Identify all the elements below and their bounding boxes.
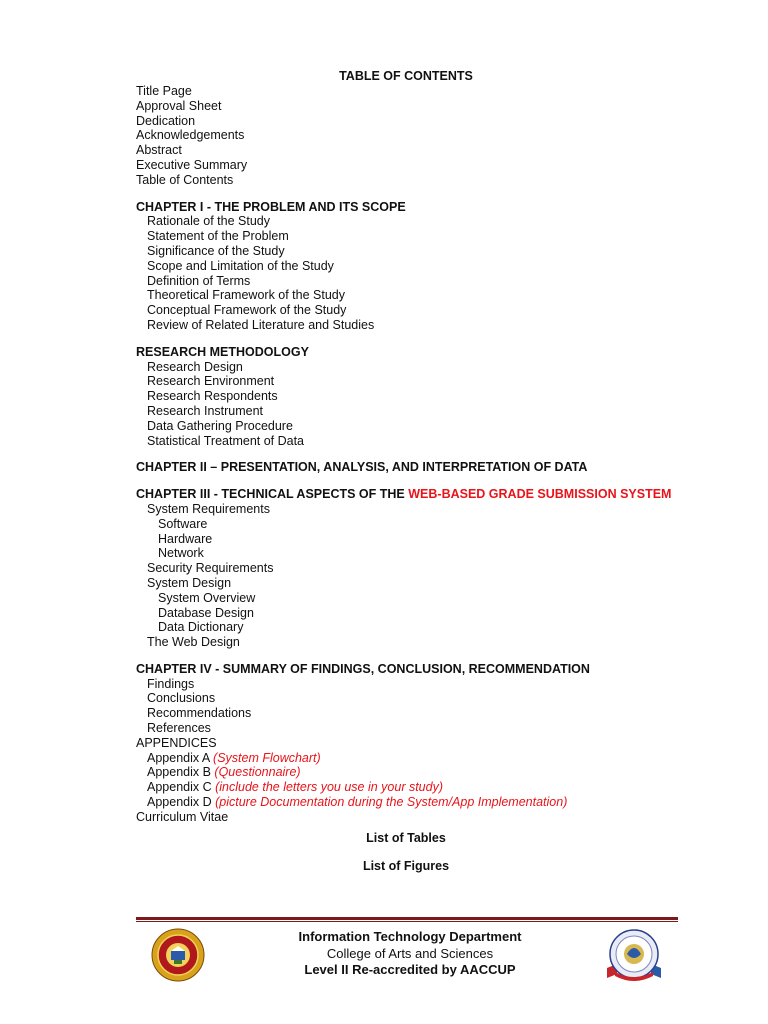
chapter4-item: Conclusions	[147, 691, 216, 706]
chapter1-item: Statement of the Problem	[147, 229, 289, 244]
footer	[0, 929, 768, 979]
appendices-heading: APPENDICES	[136, 735, 217, 750]
security-requirements-item: Security Requirements	[147, 561, 274, 576]
chapter1-item: Rationale of the Study	[147, 214, 270, 229]
toc-entry-abstract: Abstract	[136, 143, 182, 158]
methodology-item: Research Environment	[147, 374, 275, 389]
toc-entry-table-of-contents: Table of Contents	[136, 172, 234, 187]
curriculum-vitae-item: Curriculum Vitae	[136, 809, 229, 824]
methodology-item: Research Instrument	[147, 403, 264, 418]
appendix-item	[136, 751, 716, 766]
chapter1-item: Theoretical Framework of the Study	[147, 288, 345, 303]
appendix-item	[136, 780, 716, 795]
toc-body	[136, 84, 716, 825]
appendix-note: (picture Documentation during the System/App Implementation)	[215, 795, 568, 810]
chapter4-heading: CHAPTER IV - SUMMARY OF FINDINGS, CONCLUSION, RECOMMENDATION	[136, 661, 590, 676]
appendix-label: Appendix A	[147, 750, 214, 765]
data-dictionary-item: Data Dictionary	[158, 620, 244, 635]
chapter1-heading: CHAPTER I - THE PROBLEM AND ITS SCOPE	[136, 199, 406, 214]
chapter4-item: Findings	[147, 676, 195, 691]
appendix-note: (include the letters you use in your study)	[215, 780, 444, 795]
chapter1-item: Scope and Limitation of the Study	[147, 258, 334, 273]
chapter1-item: Review of Related Literature and Studies	[147, 317, 375, 332]
footer-divider-thin	[136, 921, 678, 922]
toc-entry-approval-sheet: Approval Sheet	[136, 98, 222, 113]
toc-entry-dedication: Dedication	[136, 113, 196, 128]
appendix-item	[136, 795, 716, 810]
toc-entry-acknowledgements: Acknowledgements	[136, 128, 245, 143]
database-design-item: Database Design	[158, 605, 254, 620]
methodology-item: Statistical Treatment of Data	[147, 433, 305, 448]
toc-entry-executive-summary: Executive Summary	[136, 157, 248, 172]
software-item: Software	[158, 516, 208, 531]
footer-college: College of Arts and Sciences	[326, 945, 494, 961]
chapter3-heading	[136, 487, 716, 502]
appendix-label: Appendix B	[147, 765, 215, 780]
chapter3-heading-highlight: WEB-BASED GRADE SUBMISSION SYSTEM	[408, 487, 672, 502]
footer-accreditation: Level II Re-accredited by AACCUP	[304, 962, 516, 977]
toc-entry-title-page: Title Page	[136, 84, 192, 98]
methodology-item: Data Gathering Procedure	[147, 418, 293, 433]
web-design-item: The Web Design	[147, 635, 240, 650]
chapter4-item: Recommendations	[147, 706, 252, 721]
appendix-item	[136, 765, 716, 780]
methodology-heading: RESEARCH METHODOLOGY	[136, 344, 309, 359]
appendix-label: Appendix D	[147, 795, 216, 810]
appendix-label: Appendix C	[147, 780, 216, 795]
footer-department: Information Technology Department	[298, 929, 522, 944]
methodology-item: Research Design	[147, 359, 243, 374]
chapter1-item: Significance of the Study	[147, 243, 285, 258]
footer-divider	[136, 917, 678, 920]
hardware-item: Hardware	[158, 531, 213, 546]
chapter2-heading: CHAPTER II – PRESENTATION, ANALYSIS, AND INTERPRETATION OF DATA	[136, 460, 588, 475]
toc-title: TABLE OF CONTENTS	[339, 69, 473, 83]
system-requirements-item: System Requirements	[147, 501, 270, 516]
network-item: Network	[158, 546, 204, 561]
list-of-tables-heading: List of Tables	[366, 831, 446, 845]
system-design-item: System Design	[147, 575, 232, 590]
appendix-note: (System Flowchart)	[213, 750, 321, 765]
appendix-note: (Questionnaire)	[214, 765, 301, 780]
chapter4-item: References	[147, 721, 211, 736]
chapter1-item: Conceptual Framework of the Study	[147, 303, 347, 318]
system-overview-item: System Overview	[158, 590, 256, 605]
chapter1-item: Definition of Terms	[147, 273, 251, 288]
methodology-item: Research Respondents	[147, 389, 278, 404]
chapter3-heading-prefix: CHAPTER III - TECHNICAL ASPECTS OF THE	[136, 487, 409, 502]
list-of-figures-heading: List of Figures	[362, 859, 450, 873]
